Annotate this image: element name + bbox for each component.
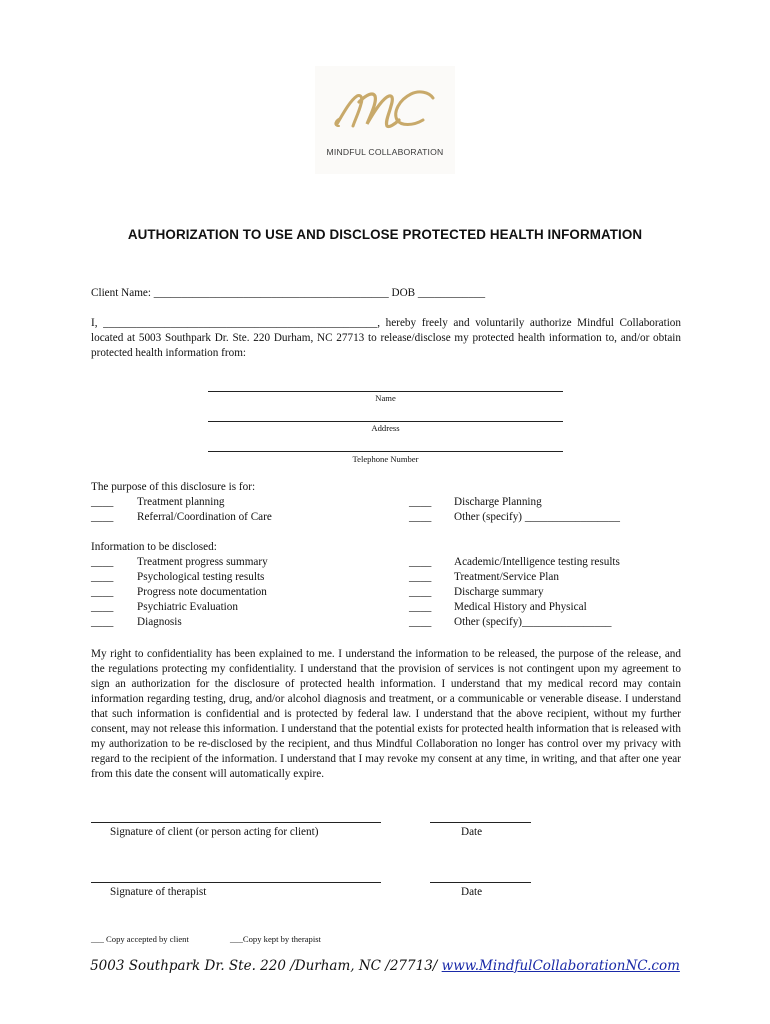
- info-option: Academic/Intelligence testing results: [454, 556, 620, 568]
- recipient-address-line: [208, 421, 563, 422]
- purpose-checkbox-blank: ____: [409, 496, 432, 508]
- mindful-collaboration-logo: [315, 66, 455, 174]
- info-checkbox-blank: ____: [409, 571, 432, 583]
- purpose-option-treatment-planning: Treatment planning: [137, 496, 225, 508]
- information-heading: Information to be disclosed:: [91, 541, 217, 553]
- therapist-date-line: [430, 882, 531, 883]
- logo-wordmark: MINDFUL COLLABORATION: [326, 147, 444, 157]
- info-option: Treatment progress summary: [137, 556, 268, 568]
- client-signature-line: [91, 822, 381, 823]
- website-link[interactable]: www.MindfulCollaborationNC.com: [441, 958, 680, 974]
- purpose-option-other: Other (specify) _________________: [454, 511, 620, 523]
- consent-paragraph: My right to confidentiality has been explained to me. I understand the information to be released, the purpose of the release, and the regulations protecting my confidentiality. I understand that the provision of services is not contingent upon my agreement to sign an authorization for the disclosure of protected health information. I understand that my medical record may contain information regarding testing, drug, and/or alcohol diagnosis and treatment, or a communicable or venerable disease. I understand that such information is confidential and is protected by federal law. I understand that the above recipient, without my further consent, may not release this information. I understand that the potential exists for protected health information that is released with my authorization to be re-disclosed by the recipient, and thus Mindful Collaboration no longer has control over my privacy with regard to the recipient of the information. I understand that I may revoke my consent at any time, in writing, and that after one year from this date the consent will automatically expire.: [91, 648, 681, 780]
- info-checkbox-blank: ____: [91, 601, 114, 613]
- info-checkbox-blank: ____: [409, 586, 432, 598]
- info-option: Treatment/Service Plan: [454, 571, 559, 583]
- mc-monogram-icon: [315, 66, 455, 146]
- info-option: Diagnosis: [137, 616, 182, 628]
- purpose-checkbox-blank: ____: [91, 511, 114, 523]
- form-title: AUTHORIZATION TO USE AND DISCLOSE PROTECTED HEALTH INFORMATION: [127, 227, 643, 242]
- client-date-line: [430, 822, 531, 823]
- recipient-phone-label: Telephone Number: [352, 454, 419, 464]
- info-checkbox-blank: ____: [409, 616, 432, 628]
- recipient-name-label: Name: [375, 393, 396, 403]
- info-checkbox-blank: ____: [91, 586, 114, 598]
- footer-address: [0, 958, 770, 974]
- copy-kept-by-therapist: ___Copy kept by therapist: [230, 934, 321, 944]
- info-checkbox-blank: ____: [409, 556, 432, 568]
- recipient-phone-line: [208, 451, 563, 452]
- purpose-heading: The purpose of this disclosure is for:: [91, 481, 256, 493]
- client-name-dob-line: Client Name: __________________________________________ DOB ____________: [91, 287, 486, 299]
- info-checkbox-blank: ____: [91, 616, 114, 628]
- therapist-signature-line: [91, 882, 381, 883]
- purpose-option-discharge-planning: Discharge Planning: [454, 496, 542, 508]
- info-option: Medical History and Physical: [454, 601, 587, 613]
- recipient-address-label: Address: [371, 423, 400, 433]
- purpose-checkbox-blank: ____: [91, 496, 114, 508]
- client-signature-label: Signature of client (or person acting for client): [110, 826, 319, 838]
- info-checkbox-blank: ____: [409, 601, 432, 613]
- footer-address-text: 5003 Southpark Dr. Ste. 220 /Durham, NC /27713/: [90, 958, 442, 974]
- client-date-label: Date: [461, 826, 483, 838]
- purpose-checkbox-blank: ____: [409, 511, 432, 523]
- therapist-signature-label: Signature of therapist: [110, 886, 207, 898]
- info-checkbox-blank: ____: [91, 556, 114, 568]
- therapist-date-label: Date: [461, 886, 483, 898]
- info-option: Other (specify)________________: [454, 616, 612, 628]
- purpose-option-referral: Referral/Coordination of Care: [137, 511, 272, 523]
- info-option: Psychiatric Evaluation: [137, 601, 238, 613]
- authorization-intro-paragraph: I, _________________________________________________, hereby freely and voluntarily authorize Mindful Collaboration located at 5003 Southpark Dr. Ste. 220 Durham, NC 27713 to release/disclose my protected health information to, and/or obtain protected health information from:: [91, 317, 681, 359]
- copy-accepted-by-client: ___ Copy accepted by client: [91, 934, 189, 944]
- info-option: Progress note documentation: [137, 586, 267, 598]
- recipient-name-line: [208, 391, 563, 392]
- info-option: Discharge summary: [454, 586, 544, 598]
- info-option: Psychological testing results: [137, 571, 265, 583]
- info-checkbox-blank: ____: [91, 571, 114, 583]
